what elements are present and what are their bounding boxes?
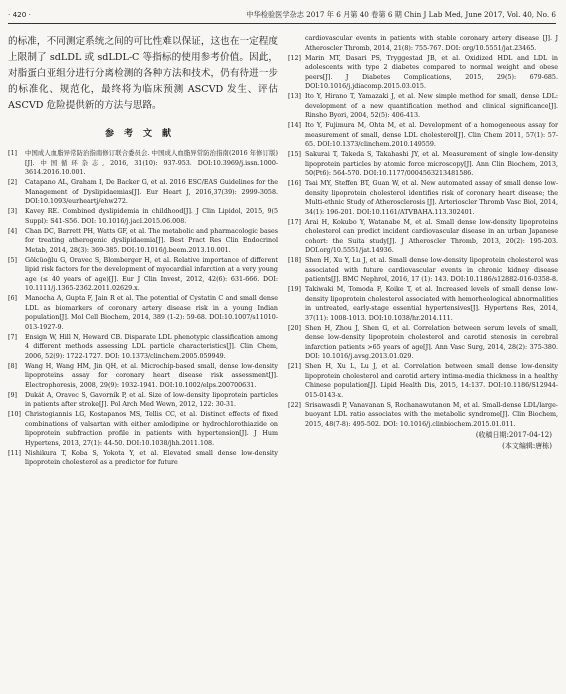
left-column [8,34,278,468]
reference-item [288,150,558,179]
reference-item [288,218,558,256]
reference-number: [1] [8,150,17,157]
reference-number: [3] [8,208,17,215]
reference-number: [10] [8,411,22,418]
reference-text: cardiovascular events in patients with stable coronary artery disease [J]. J Atheroscler Thromb, 2014, 21(8): 755-767. DOI: org/10.5551/jat.23465. [305,35,558,52]
reference-number: [6] [8,295,17,302]
reference-text: Takiwaki M, Tomoda F, Koike T, et al. Increased levels of small dense low-density lipoprotein cholesterol associated with hemorheological abnormalities in untreated, early-stage essential hypertensives[J]. Hypertens Res, 2014, 37(11): 1008-1013. DOI:10.1038/hr.2014.111. [305,286,558,322]
reference-text: Arai H, Kokubo Y, Watanabe M, et al. Small dense low-density lipoproteins cholesterol can predict incident cardiovascular disease in an urban Japanese cohort: the Suita study[J]. J Atheroscler Thromb, 2013, 20(2): 195-203. DOI.org/10.5551/jat.14936. [305,218,558,254]
reference-item [8,149,278,178]
reference-item [288,256,558,285]
journal-citation: 中华检验医学杂志 2017 年 6 月第 40 卷第 6 期 Chin J Lab Med, June 2017, Vol. 40, No. 6 [246,10,556,19]
reference-number: [8] [8,362,17,370]
reference-text: Marin MT, Dasari PS, Tryggestad JB, et al. Oxidized HDL and LDL in adolescents with type 2 diabetes compared to normal weight and obese peers[J]. J Diabetes Complications, 2015, 29(5): 679-685. DOI:10.1016/j.jdiacomp.2015.03.015. [305,54,558,90]
reference-number: [15] [288,151,302,158]
reference-item [8,362,278,391]
reference-number: [9] [8,391,17,399]
reference-item [8,391,278,410]
reference-number: [13] [288,93,302,100]
reference-text: Gölcüoğlu G, Oravec S, Blomberger H, et al. Relative importance of different lipid risk factors for the development of myocardial infarction at a very young age (≤ 40 years of age)[J]. Eur J Clin Invest, 2012, 42(6): 631-666. DOI: 10.1111/j.1365-2362.2011.02629.x. [25,256,278,292]
reference-number: [22] [288,401,302,409]
reference-text: Shen H, Zhou J, Shen G, et al. Correlation between serum levels of small, dense low-density lipoprotein cholesterol and carotid stenosis in cerebral infarction patients >65 years of age[J]. Ann Vasc Surg, 2014, 28(2): 375-380. DOI: 10.1016/j.avsg.2013.01.029. [305,324,558,360]
reference-list-right [288,34,558,429]
received-date: (收稿日期:2017-04-12) [475,431,552,439]
reference-item [8,449,278,468]
references-heading: 参考文献 [104,129,181,139]
reference-text: Ito Y, Fujimura M, Ohta M, et al. Development of a homogeneous assay for measurement of small, dense LDL cholesterol[J]. Clin Chem 2011, 57(1): 57-65. DOI:10.1373/clinchem.2010.149559. [305,122,558,148]
reference-number: [11] [8,449,22,457]
reference-text: Dukát A, Oravec S, Gavorník P, et al. Size of low-density lipoprotein particles in patients after stroke[J]. Pol Arch Med Wewn, 2012, 122: 30-31. [25,391,278,408]
reference-list-left [8,149,278,468]
reference-item [8,227,278,256]
reference-text: Sakurai T, Takeda S, Takahashi JY, et al. Measurement of single low-density lipoprotein particles by atomic force microscopy[J]. Ann Clin Biochem, 2013, 50(Pt6): 564-570. DOI:10.1177/0004563213481586. [305,151,558,177]
body-paragraph: 的标准，不同测定系统之间的可比性难以保证，这也在一定程度上限制了 sdLDL 或 sdLDL-C 等指标的使用参考价值。因此，对脂蛋白亚组分进行分离检测的各种方法和技术，仍有待进一步的标准化、规范化，最终将为临床预测 ASCVD 发生、评估 ASCVD 危险提供新的方法与思路。 [8,36,278,111]
reference-item [288,179,558,217]
reference-item [8,207,278,226]
page-number: · 420 · [8,10,31,19]
reference-item [288,92,558,121]
reference-item [8,294,278,332]
reference-text: Shen H, Xu Y, Lu J, et al. Small dense low-density lipoprotein cholesterol was associated with future cardiovascular events in chronic kidney disease patients[J]. BMC Nephrol, 2016, 17 (1): 143. DOI:10.1186/s12882-016-0358-8. [305,257,559,283]
reference-item [288,324,558,362]
reference-text: Nishikura T, Koba S, Yokota Y, et al. Elevated small dense low-density lipoprotein cholesterol as a predictor for future [25,449,278,466]
reference-number: [4] [8,227,17,235]
reference-item [288,54,558,92]
editor-note: (本文编辑:唐栋) [502,442,552,450]
reference-number: [17] [288,218,302,226]
reference-item [288,285,558,323]
reference-item [8,410,278,448]
reference-item [8,256,278,294]
reference-item [288,34,558,53]
reference-item [288,362,558,400]
reference-number: [12] [288,54,302,62]
reference-text: Ito Y, Hirano T, Yamazaki J, et al. New simple method for small, dense LDL: development of a new quantification method and clinical significance[J]. Rinsho Byori, 2004, 52(5): 406-413. [305,93,558,119]
reference-text: Ensign W, Hill N, Heward CB. Disparate LDL phenotypic classification among 4 different methods assessing LDL particle characteristics[J]. Clin Chem, 2006, 52(9): 1722-1727. DOI: 10.1373/clinchem.2005.059949. [25,333,278,360]
reference-text: Srisawasdi P, Vanavanan S, Rochanawutanon M, et al. Small-dense LDL/large-buoyant LDL ratio associates with the metabolic syndrome[J]. Clin Biochem, 2015, 48(7-8): 495-502. DOI: 10.1016/j.clinbiochem.2015.01.011. [305,401,558,428]
reference-text: Shen H, Xu L, Lu J, et al. Correlation between small dense low-density lipoprotein cholesterol and carotid artery intima-media thickness in a healthy Chinese population[J]. Lipid Health Dis, 2015, 14:137. DOI:10.1186/S12944-015-0143-x. [305,363,558,399]
reference-item [8,333,278,362]
reference-text: Catapano AL, Graham I, De Backer G, et al. 2016 ESC/EAS Guidelines for the Management of Dyslipidaemias[J]. Eur Heart J, 2016,37(39): 2999-3058. DOI:10.1093/eurheartj/ehw272. [25,179,278,205]
right-column [288,34,558,452]
reference-number: [16] [288,180,302,187]
reference-number: [7] [8,333,17,341]
reference-text: Christogiannis LG, Kostapanos MS, Tellis CC, et al. Distinct effects of fixed combinations of valsartan with either amlodipine or hydrochlorothiazide on lipoprotein subfraction profile in patients with hypertension[J]. J Hum Hypertens, 2013, 27(1): 44-50. DOI:10.1038/jhh.2011.108. [25,411,278,447]
reference-number: [5] [8,256,17,264]
reference-number: [2] [8,179,17,186]
reference-item [8,178,278,207]
reference-text: Kavey RE. Combined dyslipidemia in childhood[J]. J Clin Lipidol, 2015, 9(5 Suppl): S41-S56. DOI: 10.1016/j.jacl.2015.06.008. [25,208,278,225]
reference-number: [19] [288,286,302,293]
reference-text: Manocha A, Gupta F, Jain R et al. The potential of Cystatin C and small dense LDL as biomarkers of coronary artery disease risk in a young Indian population[J]. Mol Cell Biochem, 2014, 389 (1-2): 59-68. DOI:10.1007/s11010-013-1927-9. [25,295,278,331]
reference-text: 中国成人血脂异常防治指南修订联合委员会. 中国成人血脂异常防治指南(2016 年修订版)[J]. 中国循环杂志, 2016, 31(10): 937-953. DOI:10.3969/j.issn.1000-3614.2016.10.001. [25,150,278,176]
reference-number: [20] [288,324,302,332]
reference-number: [18] [288,257,302,264]
reference-number: [21] [288,363,302,370]
reference-text: Tsai MY, Steffen BT, Guan W, et al. New automated assay of small dense low-density lipoprotein cholesterol identifies risk of coronary heart disease; the Multi-ethnic Study of Atherosclerosis [J]. Arterioscler Thromb Vasc Biol, 2014, 34(1): 196-201. DOI:10.1161/ATVBAHA.113.302401. [305,180,558,216]
running-header [8,9,556,24]
reference-item [288,401,558,430]
reference-text: Chan DC, Barrett PH, Watts GF, et al. The metabolic and pharmacologic bases for treating atherogenic dyslipidaemia[J]. Best Pract Res Clin Endocrinol Metab, 2014, 28(3): 369-385. DOI:10.1016/j.beem.2013.10.001. [25,227,278,254]
reference-item [288,121,558,150]
reference-text: Wang H, Wang HM, Jin QH, et al. Microchip-based small, dense low-density lipoproteins assay for coronary heart disease risk assessment[J]. Electrophoresis, 2008, 29(9): 1932-1941. DOI:10.1002/elps.200700631. [25,362,278,389]
reference-number: [14] [288,122,302,129]
